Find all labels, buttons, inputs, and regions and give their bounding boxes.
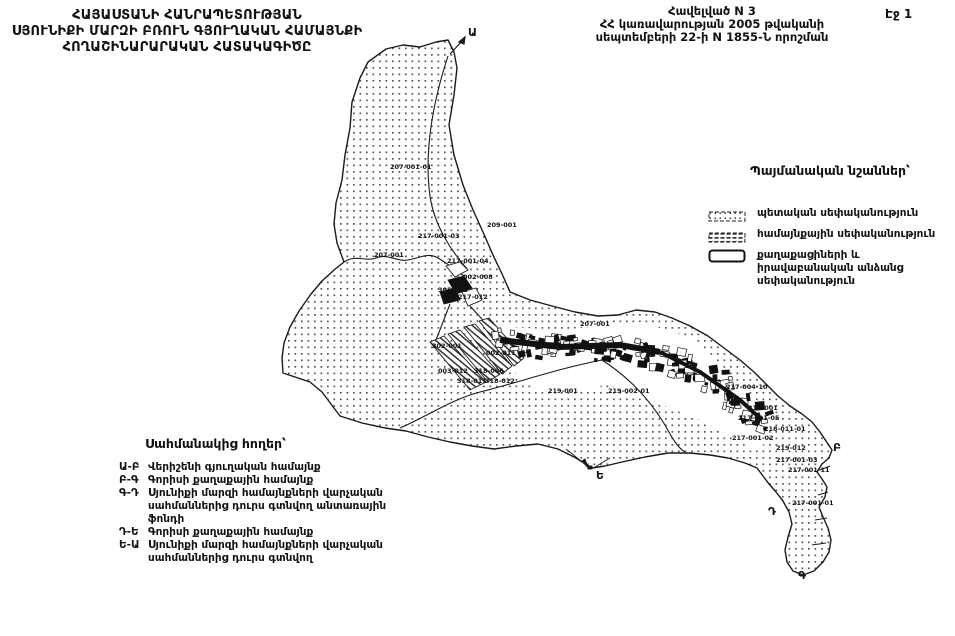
adjacent-land-row <box>119 461 429 474</box>
legend-item-state <box>708 207 954 226</box>
svg-text:207-001: 207-001 <box>580 320 610 328</box>
svg-text:219-001: 219-001 <box>548 387 578 395</box>
title-line-1: ՀԱՅԱՍՏԱՆԻ ՀԱՆՐԱՊԵՏՈՒԹՅԱՆ <box>72 8 302 23</box>
segment-label: Վերիշենի գյուղական համայնք <box>148 461 321 473</box>
svg-text:219-012: 219-012 <box>776 444 806 452</box>
annex-line-1: Հավելված N 3 <box>668 4 756 18</box>
svg-text:209-001: 209-001 <box>487 221 517 229</box>
svg-text:318-012: 318-012 <box>485 377 515 385</box>
svg-text:218-001: 218-001 <box>748 404 778 412</box>
page-number: Էջ 1 <box>885 7 913 21</box>
annex-line-3: սեպտեմբերի 22-ի N 1855-Ն որոշման <box>595 30 829 44</box>
legend-item-community <box>708 228 954 247</box>
svg-text:Դ: Դ <box>768 505 777 518</box>
segment-code: Ե-Ա <box>119 539 140 551</box>
svg-text:Ա: Ա <box>468 26 477 39</box>
svg-text:Գ: Գ <box>798 569 807 582</box>
svg-text:217-001-05: 217-001-05 <box>738 414 780 422</box>
dotted-pattern-swatch <box>708 207 748 226</box>
annex-line-2: ՀՀ կառավարության 2005 թվականի <box>599 17 825 31</box>
svg-text:217-012: 217-012 <box>458 293 488 301</box>
svg-text:217-001-03: 217-001-03 <box>776 456 818 464</box>
svg-text:217-001-02: 217-001-02 <box>732 434 774 442</box>
adjacent-land-row <box>119 474 429 487</box>
segment-label: Գորիսի քաղաքային համայնք <box>148 526 314 538</box>
svg-text:003-012: 003-012 <box>438 367 468 375</box>
svg-text:218-011-01: 218-011-01 <box>764 425 806 433</box>
svg-text:Բ: Բ <box>833 441 842 454</box>
hatched-pattern-swatch <box>708 228 748 247</box>
svg-text:302-001: 302-001 <box>432 342 462 350</box>
svg-text:305-001: 305-001 <box>438 286 468 294</box>
adjacent-lands-list <box>119 461 429 565</box>
adjacent-land-row <box>119 526 429 539</box>
legend-item-citizens <box>708 249 954 288</box>
svg-text:217-001-04: 217-001-04 <box>447 257 489 265</box>
svg-text:217-004-10: 217-004-10 <box>726 383 768 391</box>
svg-text:217-001-01: 217-001-01 <box>792 499 834 507</box>
adjacent-land-row <box>119 539 429 565</box>
segment-code: Գ-Դ <box>119 487 139 499</box>
adjacent-land-row <box>119 487 429 526</box>
svg-text:318-011: 318-011 <box>457 377 487 385</box>
segment-label: Սյունիքի մարզի համայնքների վարչական սահմաններից դուրս գտնվող անտառային ֆոնդի <box>148 487 387 525</box>
svg-text:002-008: 002-008 <box>463 273 493 281</box>
adjacent-lands-title: Սահմանակից հողեր՝ <box>145 436 286 451</box>
north-arrow <box>450 37 465 54</box>
svg-text:Ե: Ե <box>596 469 605 482</box>
segment-code: Ա-Բ <box>119 461 140 473</box>
svg-text:002-011: 002-011 <box>486 349 516 357</box>
legend-label: պետական սեփականություն <box>757 207 919 219</box>
segment-code: Բ-Գ <box>119 474 139 486</box>
segment-code: Դ-Ե <box>119 526 139 538</box>
segment-label: Գորիսի քաղաքային համայնք <box>148 474 314 486</box>
outlined-box-swatch <box>708 249 748 268</box>
svg-text:219-002-01: 219-002-01 <box>608 387 650 395</box>
legend-title: Պայմանական նշաններ՝ <box>750 163 910 178</box>
legend-label: քաղաքացիների և իրավաբանական անձանց սեփականություն <box>757 249 904 287</box>
svg-text:207-001-01: 207-001-01 <box>390 163 432 171</box>
svg-text:207-001: 207-001 <box>374 251 404 259</box>
title-line-2: ՍՅՈՒՆԻՔԻ ՄԱՐԶԻ ԲՌՈՒՆ ԳՅՈՒՂԱԿԱՆ ՀԱՄԱՅՆՔԻ <box>11 24 363 39</box>
svg-text:318-006: 318-006 <box>474 367 504 375</box>
title-line-3: ՀՈՂԱՇԻՆԱՐԱՐԱԿԱՆ ՀԱՏԱԿԱԳԻԾԸ <box>62 40 312 55</box>
svg-text:217-001-11: 217-001-11 <box>788 466 830 474</box>
legend-label: համայնքային սեփականություն <box>757 228 936 240</box>
legend <box>708 207 954 290</box>
segment-label: Սյունիքի մարզի համայնքների վարչական սահմաններից դուրս գտնվող <box>148 539 383 564</box>
svg-text:217-001-03: 217-001-03 <box>418 232 460 240</box>
